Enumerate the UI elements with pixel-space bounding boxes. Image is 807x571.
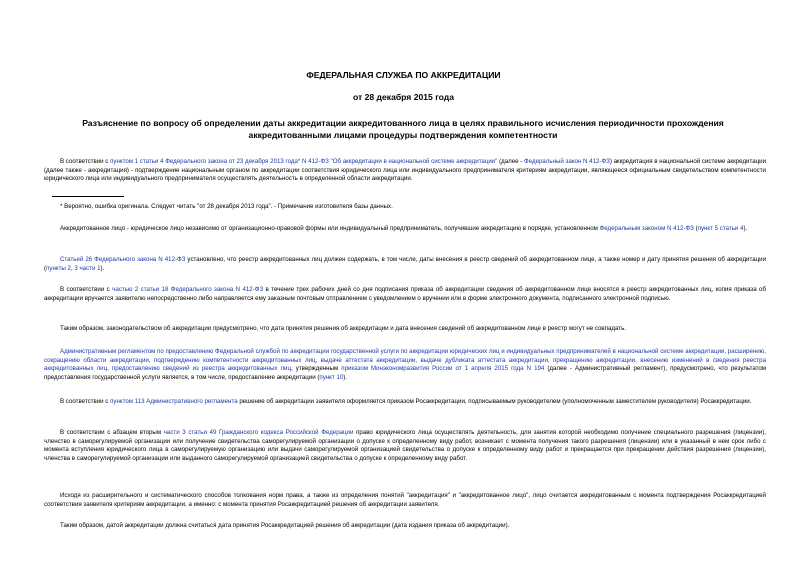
- p10-text-1: Таким образом, датой аккредитации должна считаться дата принятия Росаккредитацией решения об аккредитации (дата издания приказа об аккредитации).: [60, 522, 510, 529]
- p8-text-1: В соответствии с абзацем вторым: [60, 429, 164, 436]
- document-date: от 28 декабря 2015 года: [352, 92, 455, 102]
- p5-text-1: Таким образом, законодательством об аккредитации предусмотрено, что дата принятия решения об аккредитации и дата внесения сведений об аккредитованном лице в реестр могут не совпадать.: [60, 325, 626, 332]
- document-title: Разъяснение по вопросу об определении даты аккредитации аккредитованного лица в целях правильного исчисления периодичности прохождения аккредитованными лицами процедуры подтверждения компетентности: [82, 118, 724, 140]
- footnote-text: * Вероятно, ошибка оригинала. Следует читать "от 28 декабря 2013 года". - Примечание изготовителя базы данных.: [60, 203, 393, 210]
- link-item-113[interactable]: пунктом 113 Административного регламента: [110, 398, 238, 405]
- link-article-4-law-412[interactable]: пунктом 1 статьи 4 Федерального закона от 23 декабря 2013 года* N 412-ФЗ "Об аккредитации в национальной системе аккредитации": [110, 158, 498, 165]
- link-item-5-article-4[interactable]: пункт 5 статьи 4: [697, 225, 744, 232]
- paragraph-6: [44, 348, 766, 382]
- p4-text-2: в течение трех рабочих дней со дня подписания приказа об аккредитации сведения об аккредитованном лице вносятся в реестр аккредитованных лиц, копия приказа об аккредитации вручается заявителю непосредственно либо направляется ему заказным почтовым отправлением с уведомлением о вручении или в форме электронного документа, подписанного электронной подписью.: [44, 286, 766, 302]
- p7-text-2: решение об аккредитации заявителя оформляется приказом Росаккредитации, подписываемым руководителем (уполномоченным заместителем руководителя) Росаккредитации.: [237, 398, 752, 405]
- link-civil-code-article-49[interactable]: части 3 статьи 49 Гражданского кодекса Российской Федерации: [163, 429, 354, 436]
- p8-text-2: право юридического лица осуществлять деятельность, для занятия которой необходимо получение специального разрешения (лицензии), членство в саморегулируемой организации или получение свидетельства саморегулируемой организации о допуске к определенному виду работ, возникает с момента получения такого разрешения (лицензии) или в указанный в нем срок либо с момента вступления юридического лица в саморегулируемую организацию или выдачи саморегулируемой организацией свидетельства о допуске к определенному виду работ и прекращается при прекращении действия разрешения (лицензии), членства в саморегулируемой организации или выданного саморегулируемой организацией свидетельства о допуске к определенному виду работ.: [44, 429, 766, 462]
- p1-text-1: В соответствии с: [60, 158, 111, 165]
- p2-text-3: ).: [743, 225, 748, 232]
- p2-text-1: Аккредитованное лицо - юридическое лицо независимо от организационно-правовой формы или индивидуальный предприниматель, получившие аккредитацию в порядке, установленном: [60, 225, 600, 232]
- paragraph-1: [44, 158, 766, 184]
- paragraph-7: [44, 398, 766, 407]
- link-article-18-part-2[interactable]: частью 2 статьи 18 Федерального закона N 412-ФЗ: [112, 286, 264, 293]
- footnote-divider: [52, 196, 124, 197]
- link-order-194[interactable]: приказом Минэкономразвития России от 1 апреля 2015 года N 194: [341, 365, 545, 373]
- link-law-412-p2[interactable]: Федеральным законом N 412-ФЗ: [599, 225, 694, 232]
- paragraph-10: [44, 522, 766, 531]
- p6-text-2: (далее - Административный регламент), предусмотрено, что результатом предоставления государственной услуги является, в том числе, предоставление аккредитации (: [44, 365, 766, 381]
- paragraph-8: [44, 429, 766, 463]
- paragraph-4: [44, 286, 766, 303]
- p3-text-1: установлено, что реестр аккредитованных лиц должен содержать, в том числе, даты внесения в реестр сведений об аккредитованном лице, а также номер и дату принятия решения об аккредитации (: [44, 256, 766, 272]
- link-article-26[interactable]: Статьей 26 Федерального закона N 412-ФЗ: [60, 256, 186, 263]
- p1-text-3: ) аккредитация в национальной системе аккредитации (далее также - аккредитация) - подтверждение национальным органом по аккредитации соответствия юридического лица или индивидуального предпринимателя критериям аккредитации, являющееся официальным свидетельством компетентности юридического лица или индивидуального предпринимателя осуществлять деятельность в определенной области аккредитации.: [44, 158, 767, 183]
- p6-text-3: ).: [343, 373, 348, 381]
- link-items-2[interactable]: пункты 2: [46, 264, 71, 272]
- link-part-1-item-3[interactable]: 3 части 1: [74, 264, 101, 272]
- paragraph-2: [44, 225, 766, 234]
- agency-heading: ФЕДЕРАЛЬНАЯ СЛУЖБА ПО АККРЕДИТАЦИИ: [306, 70, 501, 80]
- link-admin-regulation[interactable]: Административным регламентом по предоставлению Федеральной службой по аккредитации государственной услуги по аккредитации юридических лиц и индивидуальных предпринимателей в национальной системе аккредитации, расширению, сокращению области аккредитации, подтверждению компетентности аккредитованных лиц, выдаче аттестата аккредитации, выдаче дубликата аттестата аккредитации, прекращению аккредитации, внесению изменений в сведения реестра аккредитованных лиц, предоставлению сведений из реестра аккредитованных лиц: [44, 348, 766, 373]
- footnote: [44, 203, 766, 212]
- link-law-412[interactable]: Федеральный закон N 412-ФЗ: [524, 158, 610, 165]
- p6-text-1: , утвержденным: [291, 365, 342, 373]
- p7-text-1: В соответствии с: [60, 398, 111, 405]
- p3-text-2: ,: [70, 264, 75, 272]
- p2-text-2: (: [693, 225, 698, 232]
- p3-text-3: ).: [100, 264, 105, 272]
- p1-text-2: (далее -: [497, 158, 525, 165]
- link-item-10[interactable]: пункт 10: [319, 373, 344, 381]
- p4-text-1: В соответствии с: [60, 286, 113, 293]
- paragraph-9: [44, 492, 766, 509]
- p9-text-1: Исходя из расширительного и систематического способов толкования норм права, а также из определения понятий "аккредитация" и "аккредитованное лицо", лицо считается аккредитованным с момента подтверждения Росаккредитацией соответствия заявителя критериям аккредитации, а именно: с момента принятия Росаккредитацией решения об аккредитации заявителя.: [44, 492, 766, 508]
- paragraph-3: [44, 256, 766, 273]
- paragraph-5: [44, 325, 766, 334]
